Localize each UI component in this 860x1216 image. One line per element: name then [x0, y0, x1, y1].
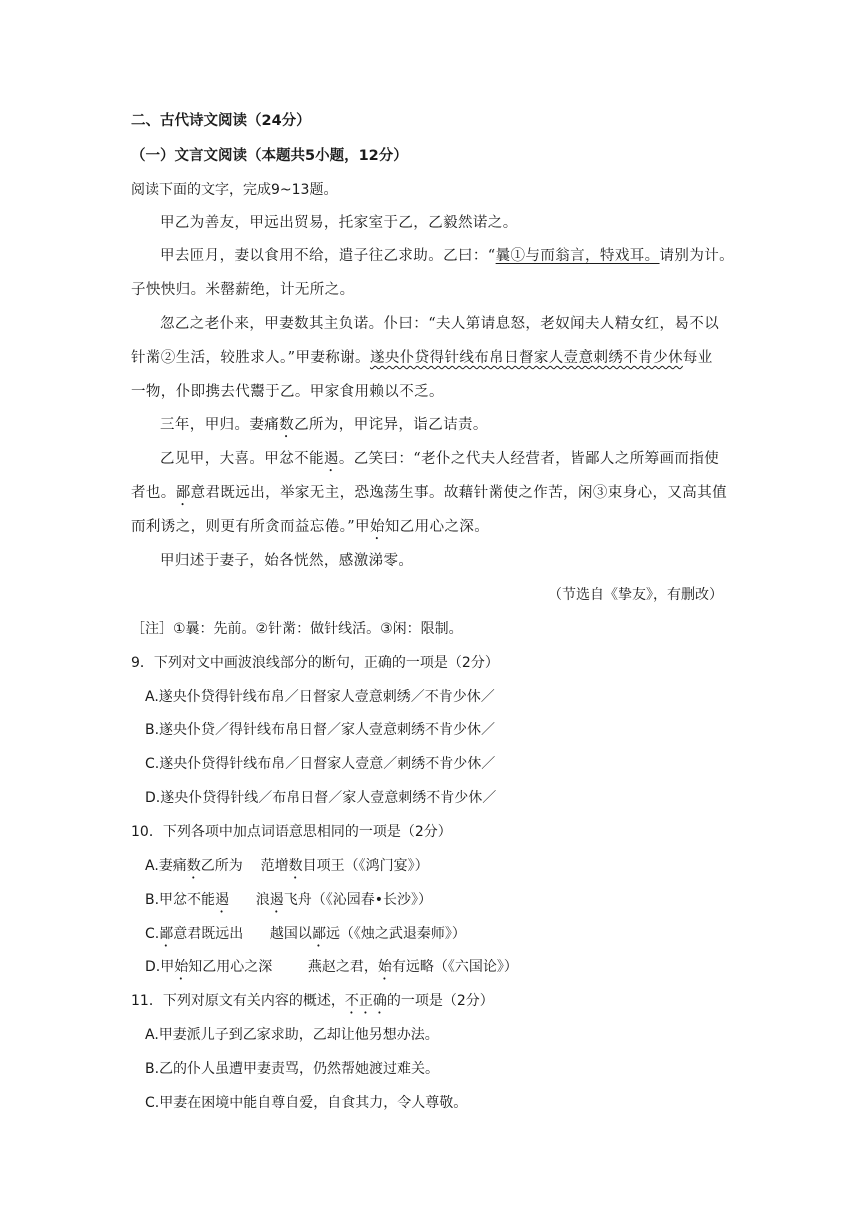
passage-paragraph-4 — [160, 415, 488, 441]
option-a — [145, 856, 429, 882]
text-run: 乙所为，甲诧异，诣乙诘责。 — [294, 417, 488, 433]
passage-paragraph-3-cont — [131, 348, 713, 368]
passage-paragraph-5-cont — [131, 483, 727, 509]
text-run: 11．下列对原文有关内容的概述， — [131, 993, 345, 1009]
option-d: D.遂央仆贷得针线／布帛日督／家人壹意刺绣不肯少休／ — [145, 790, 497, 806]
option-b — [145, 890, 432, 916]
dotted-word: 数 — [288, 858, 303, 874]
text-run: 乙所为 范增 — [200, 858, 289, 874]
option-c: C.遂央仆贷得针线布帛／日督家人壹意／刺绣不肯少休／ — [145, 756, 496, 772]
text-run: 三年，甲归。妻痛 — [160, 417, 280, 433]
text-run: A.妻痛 — [145, 858, 187, 874]
dotted-word: 不正确 — [344, 993, 387, 1009]
text-run: 知乙用心之深 燕赵之君， — [188, 959, 378, 975]
dotted-word: 始 — [174, 959, 189, 975]
dotted-word: 鄙 — [311, 926, 326, 942]
text-run: B.甲忿不能 — [145, 892, 216, 908]
underlined-sentence: 曩①与而翁言，特戏耳。 — [495, 248, 660, 264]
dotted-word: 数 — [279, 417, 295, 433]
option-c — [145, 924, 466, 950]
passage-paragraph-2-cont: 子怏怏归。米罄薪绝，计无所之。 — [131, 282, 355, 298]
option-c: C.甲妻在困境中能自尊自爱，自食其力，令人尊敬。 — [145, 1095, 468, 1111]
passage-paragraph-1: 甲乙为善友，甲远出贸易，托家室于乙，乙毅然诺之。 — [160, 215, 518, 231]
question-stem: 9．下列对文中画波浪线部分的断句，正确的一项是（2分） — [131, 655, 499, 671]
option-a: A.遂央仆贷得针线布帛／日督家人壹意刺绣／不肯少休／ — [145, 689, 495, 705]
passage-paragraph-6: 甲归述于妻子，始各恍然，感激涕零。 — [160, 553, 414, 569]
text-run: 飞舟（《沁园春•长沙》） — [283, 892, 433, 908]
text-run: 者也。 — [131, 485, 176, 501]
text-run: 意君既远出，举家无主，恐逸荡生事。故藉针黹使之作苦，闲③束身心，又高其值 — [190, 485, 728, 501]
dotted-word: 始 — [369, 519, 385, 535]
text-run: 乙见甲，大喜。甲忿不能 — [160, 451, 324, 467]
option-a: A.甲妻派儿子到乙家求助，乙却让他另想办法。 — [145, 1027, 439, 1043]
question-stem — [131, 991, 494, 1017]
text-run: 请别为计。 — [659, 248, 735, 264]
dotted-word: 遏 — [323, 451, 339, 467]
passage-source: （节选自《挚友》，有删改） — [548, 587, 723, 603]
section-title: 二、古代诗文阅读（24分） — [131, 113, 311, 129]
question-stem: 10．下列各项中加点词语意思相同的一项是（2分） — [131, 824, 452, 840]
dotted-word: 鄙 — [159, 926, 174, 942]
footnote: ［注］①曩：先前。②针黹：做针线活。③闲：限制。 — [131, 621, 463, 637]
passage-paragraph-3: 忽乙之老仆来，甲妻数其主负诺。仆曰：“夫人第请息怒，老奴闻夫人精女红，曷不以 — [160, 316, 720, 332]
dotted-word: 遏 — [269, 892, 284, 908]
text-run: 有远略（《六国论》） — [391, 959, 518, 975]
passage-paragraph-5 — [160, 449, 719, 475]
text-run: 目项王（《鸿门宴》） — [302, 858, 429, 874]
text-run: 。乙笑曰：“老仆之代夫人经营者，皆鄙人之所筹画而指使 — [338, 451, 720, 467]
wavy-underlined-sentence: 遂央仆贷得针线布帛日督家人壹意刺绣不肯少休 — [369, 350, 683, 366]
text-run: 远（《烛之武退秦师》） — [325, 926, 466, 942]
text-run: 每业 — [682, 350, 713, 366]
text-run: 的一项是（2分） — [386, 993, 494, 1009]
passage-paragraph-2 — [160, 246, 734, 266]
text-run: 意君既远出 越国以 — [173, 926, 312, 942]
text-run: 甲去匝月，妻以食用不给，遣子往乙求助。乙曰：“ — [160, 248, 496, 264]
dotted-word: 始 — [377, 959, 392, 975]
text-run: 知乙用心之深。 — [384, 519, 490, 535]
text-run: C. — [145, 926, 160, 942]
text-run: 而利诱之，则更有所贪而益忘倦。”甲 — [131, 519, 370, 535]
dotted-word: 数 — [186, 858, 201, 874]
text-run: 针黹②生活，较胜求人。”甲妻称谢。 — [131, 350, 370, 366]
passage-paragraph-3-end: 一物，仆即携去代鬻于乙。甲家食用赖以不乏。 — [131, 384, 444, 400]
dotted-word: 遏 — [215, 892, 230, 908]
option-b: B.乙的仆人虽遭甲妻责骂，仍然帮她渡过难关。 — [145, 1061, 440, 1077]
option-b: B.遂央仆贷／得针线布帛日督／家人壹意刺绣不肯少休／ — [145, 722, 496, 738]
text-run: D.甲 — [145, 959, 175, 975]
instruction: 阅读下面的文字，完成9~13题。 — [131, 182, 338, 198]
passage-paragraph-5-end — [131, 517, 489, 543]
text-run: 浪 — [229, 892, 270, 908]
dotted-word: 鄙 — [175, 485, 191, 501]
subsection-title: （一）文言文阅读（本题共5小题，12分） — [131, 148, 408, 164]
option-d — [145, 957, 518, 983]
